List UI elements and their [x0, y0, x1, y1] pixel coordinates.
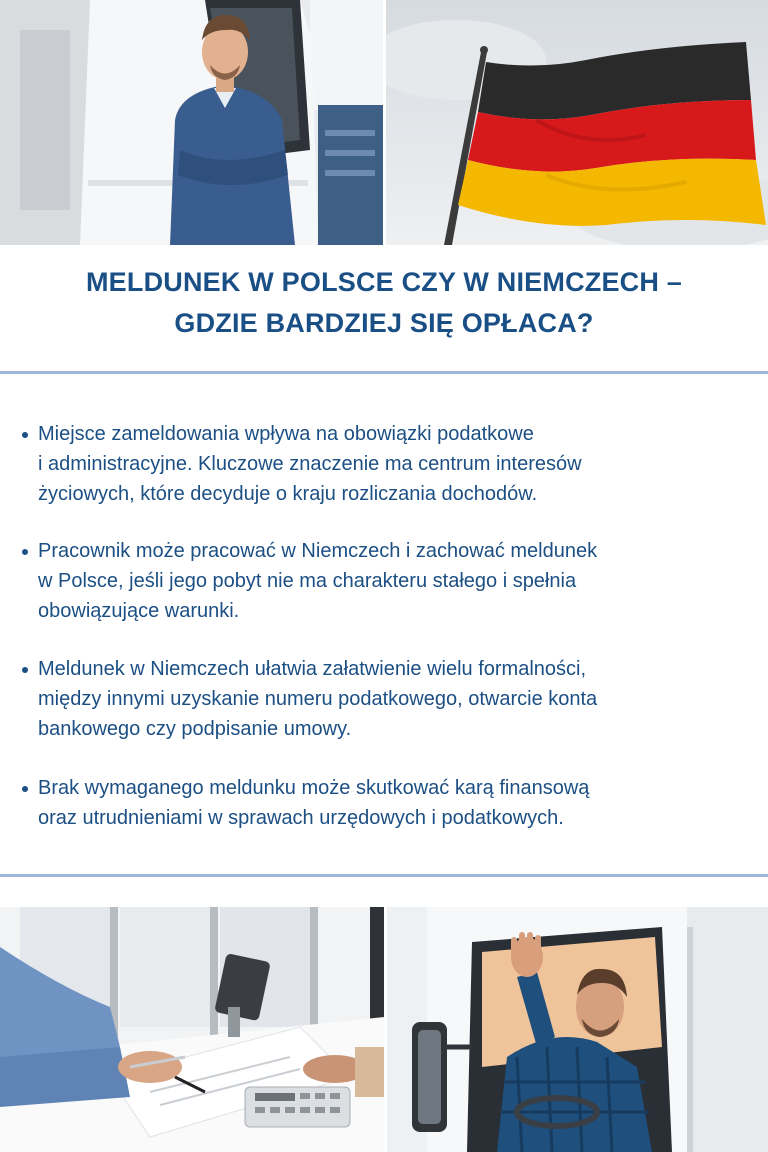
page-title-line-1: MELDUNEK W POLSCE CZY W NIEMCZECH –: [85, 267, 683, 297]
bullet-line: między innymi uzyskanie numeru podatkowego, otwarcie konta: [38, 688, 598, 710]
german-flag-photo: [386, 0, 768, 245]
divider-top: [0, 371, 768, 374]
bullet-item: [38, 654, 738, 744]
page-title-line-2: GDZIE BARDZIEJ SIĘ OPŁACA?: [174, 308, 594, 338]
bullet-dot-icon: [22, 549, 28, 555]
bullet-dot-icon: [22, 786, 28, 792]
bullet-line: oraz utrudnieniami w sprawach urzędowych i podatkowych.: [38, 807, 564, 829]
bullet-line: Brak wymaganego meldunku może skutkować karą finansową: [38, 777, 590, 799]
bullet-item: [38, 536, 738, 626]
bullet-line: i administracyjne. Kluczowe znaczenie ma centrum interesów: [38, 453, 582, 475]
bullet-line: życiowych, które decyduje o kraju rozliczania dochodów.: [38, 483, 538, 505]
truck-driver-photo: [0, 0, 383, 245]
paperwork-calculator-photo: [0, 907, 384, 1152]
divider-bottom: [0, 874, 768, 877]
bullet-line: Meldunek w Niemczech ułatwia załatwienie wielu formalności,: [38, 658, 587, 680]
bullet-line: w Polsce, jeśli jego pobyt nie ma charakteru stałego i spełnia: [38, 570, 577, 592]
bullet-line: Pracownik może pracować w Niemczech i zachować meldunek: [38, 540, 598, 562]
bullet-item: [38, 419, 738, 509]
bullet-line: Miejsce zameldowania wpływa na obowiązki podatkowe: [38, 423, 534, 445]
bullet-line: obowiązujące warunki.: [38, 600, 240, 622]
bullet-line: bankowego czy podpisanie umowy.: [38, 718, 352, 740]
bullet-dot-icon: [22, 667, 28, 673]
bullet-item: [38, 773, 738, 833]
page-title: [0, 262, 768, 344]
waving-driver-photo: [387, 907, 768, 1152]
bullet-dot-icon: [22, 432, 28, 438]
